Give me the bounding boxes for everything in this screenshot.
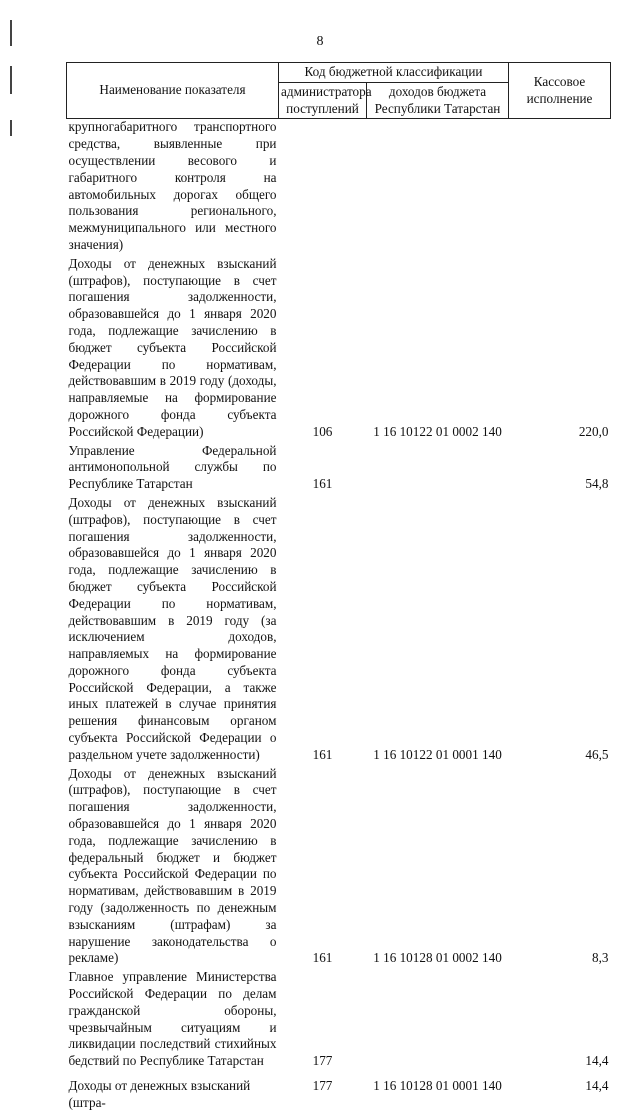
table-header-row [67, 63, 611, 83]
row-code: 1 16 10122 01 0001 140 [373, 746, 502, 762]
row-admin: 161 [312, 746, 333, 762]
row-admin: 177 [312, 1053, 333, 1069]
row-value: 14,4 [585, 1053, 609, 1069]
row-code [367, 119, 509, 256]
row-admin: 106 [312, 423, 333, 439]
row-value: 54,8 [585, 476, 609, 492]
table-row [67, 443, 611, 495]
row-code: 1 16 10128 01 0001 140 [373, 1078, 502, 1094]
row-code: 1 16 10122 01 0002 140 [373, 423, 502, 439]
header-classification: Код бюджетной классификации [279, 63, 509, 83]
row-name: Доходы от денежных взысканий (штрафов), поступающие в счет погашения задолженности, образовавшейся до 1 января 2020 года, подлежащие зачислению в федеральный бюджет и бюджет субъекта Российской Федерации по нормативам, действовавшим в 2019 году (задолженность по денежным взысканиям (штрафам) за нарушение законодательства о рекламе) [68, 765, 277, 966]
row-admin: 161 [312, 950, 333, 966]
table-row [67, 1072, 611, 1112]
row-code [367, 969, 509, 1072]
table-row [67, 766, 611, 970]
row-value [509, 119, 611, 256]
header-revenue-code: доходов бюджета Республики Татарстан [367, 82, 509, 119]
header-name: Наименование показателя [67, 63, 279, 119]
row-admin: 161 [312, 476, 333, 492]
row-value: 14,4 [585, 1078, 609, 1094]
row-admin [279, 119, 367, 256]
header-admin: администратора поступлений [279, 82, 367, 119]
row-value: 46,5 [585, 746, 609, 762]
table-row [67, 495, 611, 766]
row-name: крупногабаритного транспортного средства, выявленные при осуществлении весового и габаритного контроля на автомобильных дорогах общего пользования регионального, межмуниципального или местного значения) [68, 119, 277, 252]
budget-table [66, 62, 611, 1112]
margin-mark [10, 120, 12, 136]
row-code: 1 16 10128 01 0002 140 [373, 950, 502, 966]
row-name: Доходы от денежных взысканий (штрафов), поступающие в счет погашения задолженности, образовавшейся до 1 января 2020 года, подлежащие зачислению в бюджет субъекта Российской Федерации по нормативам, действовавшим в 2019 году (за исключением доходов, направляемых на формирование дорожного фонда субъекта Российской Федерации, а также иных платежей в случае принятия решения финансовым органом субъекта Российской Федерации о раздельном учете задолженности) [68, 494, 277, 762]
table-row [67, 119, 611, 256]
row-value: 8,3 [592, 950, 609, 966]
row-name: Управление Федеральной антимонопольной службы по Республике Татарстан [68, 442, 277, 492]
row-code [367, 443, 509, 495]
margin-mark [10, 66, 12, 94]
row-name: Главное управление Министерства Российской Федерации по делам гражданской обороны, чрезвычайным ситуациям и ликвидации последствий стихийных бедствий по Республике Татарстан [68, 969, 277, 1069]
row-name: Доходы от денежных взысканий (штра- [68, 1078, 251, 1110]
table-row [67, 969, 611, 1072]
page-number: 8 [316, 34, 324, 49]
header-execution: Кассовое исполнение [509, 63, 611, 119]
row-name: Доходы от денежных взысканий (штрафов), поступающие в счет погашения задолженности, образовавшейся до 1 января 2020 года, подлежащие зачислению в бюджет субъекта Российской Федерации по нормативам, действовавшим в 2019 году (доходы, направляемые на формирование дорожного фонда субъекта Российской Федерации) [68, 255, 277, 439]
row-admin: 177 [312, 1078, 333, 1094]
row-value: 220,0 [578, 423, 609, 439]
table-row [67, 256, 611, 443]
